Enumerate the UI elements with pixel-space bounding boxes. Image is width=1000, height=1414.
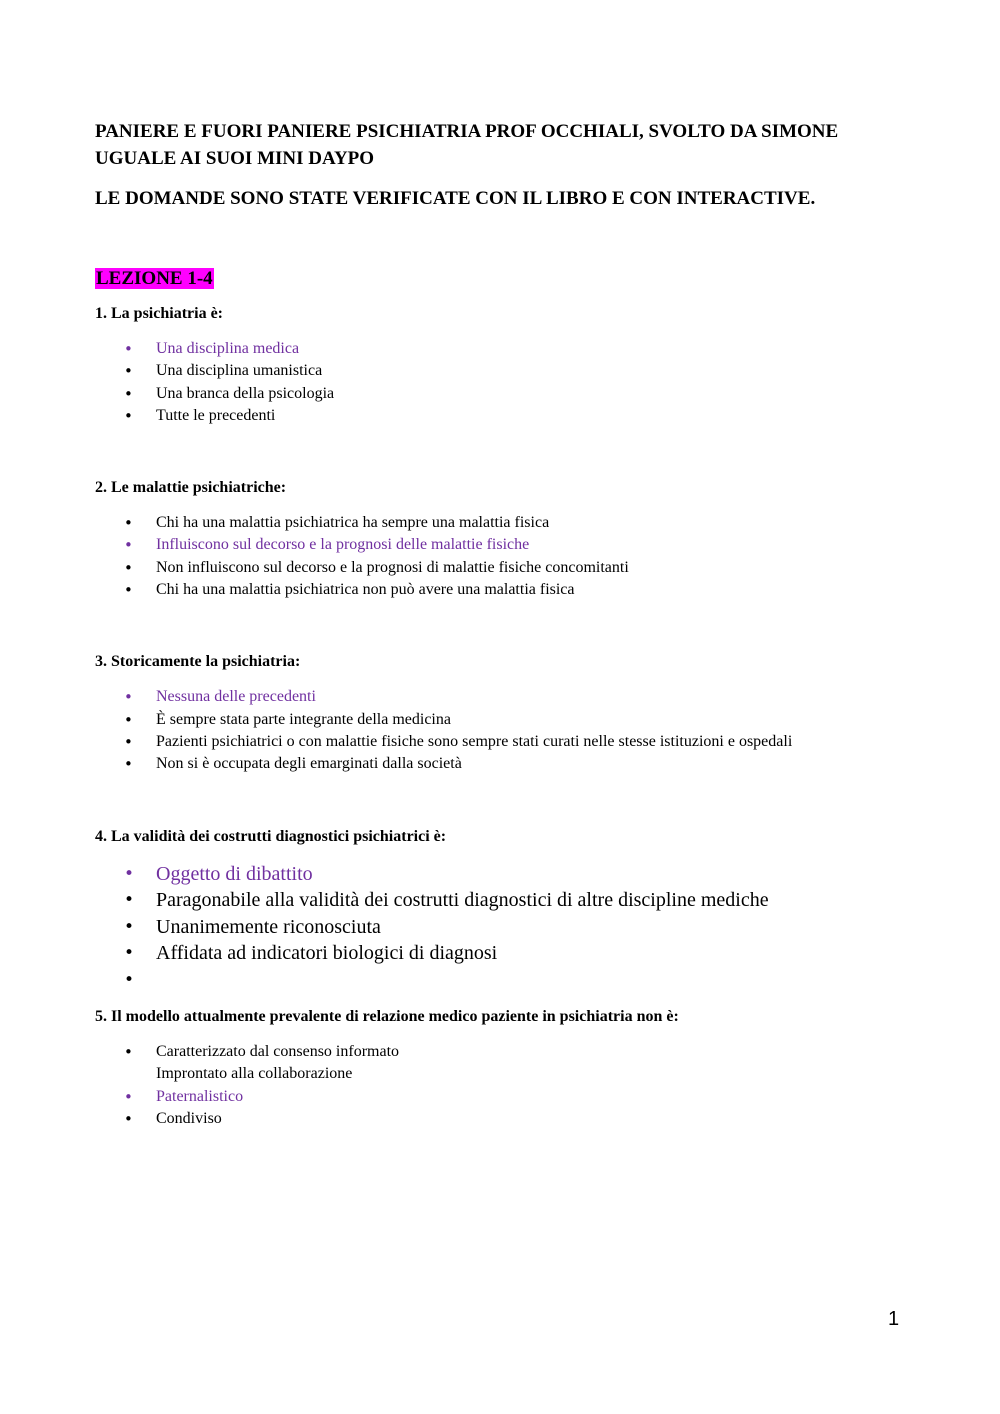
answer-text: Una disciplina medica [156, 340, 300, 357]
document-title: PANIERE E FUORI PANIERE PSICHIATRIA PROF OCCHIALI, SVOLTO DA SIMONE UGUALE AI SUOI MINI DAYPO [95, 121, 839, 169]
answer-text: Caratterizzato dal consenso informato [156, 1043, 400, 1061]
answer-text: Tutte le precedenti [156, 406, 276, 424]
answer-text: È sempre stata parte integrante della medicina [156, 710, 451, 728]
answer-text: Chi ha una malattia psichiatrica ha sempre una malattia fisica [156, 514, 550, 532]
answer-item [124, 534, 915, 556]
bullet-icon: • [124, 916, 135, 937]
answer-item [124, 709, 915, 731]
bullet-icon: • [124, 384, 133, 403]
answer-item [124, 383, 915, 405]
answer-text: Improntato alla collaborazione [156, 1065, 353, 1083]
bullet-icon: • [124, 943, 135, 964]
bullet-icon: • [124, 1109, 133, 1128]
bullet-icon: • [124, 514, 133, 533]
answer-item [124, 914, 915, 941]
answer-text: Unanimemente riconosciuta [156, 915, 381, 938]
bullet-icon: • [124, 406, 133, 425]
bullet-icon: • [124, 890, 135, 911]
answer-text: Affidata ad indicatori biologici di diagnosi [156, 942, 498, 965]
answer-item [124, 1041, 915, 1063]
bullet-icon: • [124, 1087, 133, 1106]
answer-item [124, 360, 915, 382]
bullet-icon: • [124, 688, 133, 707]
bullet-icon: • [124, 1043, 133, 1062]
answer-item [124, 731, 915, 753]
answer-text: Influiscono sul decorso e la prognosi delle malattie fisiche [156, 536, 530, 554]
answer-text: Una branca della psicologia [156, 384, 335, 402]
bullet-icon: • [124, 710, 133, 729]
answer-text: Paragonabile alla validità dei costrutti diagnostici di altre discipline mediche [156, 889, 769, 912]
question-1: 1. La psichiatria è: [95, 305, 223, 322]
page-number: 1 [888, 1308, 900, 1330]
document-page [95, 118, 915, 1130]
question-4: 4. La validità dei costrutti diagnostici psichiatrici è: [95, 827, 447, 845]
lesson-heading [95, 266, 915, 292]
document-subtitle: LE DOMANDE SONO STATE VERIFICATE CON IL LIBRO E CON INTERACTIVE. [95, 188, 816, 209]
answer-item [124, 557, 915, 579]
answer-item [124, 1108, 915, 1130]
answer-text: Paternalistico [156, 1087, 244, 1105]
bullet-icon: • [124, 362, 133, 381]
answer-list-3 [95, 686, 915, 775]
answer-text: Nessuna delle precedenti [156, 688, 316, 706]
bullet-icon: • [124, 732, 133, 751]
answer-text: Pazienti psichiatrici o con malattie fisiche sono sempre stati curati nelle stesse istituzioni e ospedali [156, 732, 793, 750]
answer-item [124, 887, 915, 914]
bullet-icon: • [124, 340, 133, 358]
lesson-heading-text: LEZIONE 1-4 [96, 268, 213, 289]
bullet-icon: • [124, 581, 133, 600]
answer-text: Non influiscono sul decorso e la prognosi di malattie fisiche concomitanti [156, 558, 629, 576]
bullet-icon: • [124, 755, 133, 774]
answer-item [124, 579, 915, 601]
answer-item [124, 861, 915, 888]
question-3: 3. Storicamente la psichiatria: [95, 653, 301, 671]
bullet-icon: • [124, 536, 133, 555]
answer-item [124, 753, 915, 775]
answer-list-4 [95, 861, 915, 994]
question-2: 2. Le malattie psichiatriche: [95, 479, 287, 497]
answer-text: Condiviso [156, 1109, 222, 1127]
answer-item [124, 405, 915, 427]
answer-item [124, 1086, 915, 1108]
bullet-icon: • [124, 969, 135, 990]
answer-text: Oggetto di dibattito [156, 862, 313, 885]
answer-text: Non si è occupata degli emarginati dalla società [156, 755, 462, 773]
answer-item [124, 940, 915, 967]
answer-text: Chi ha una malattia psichiatrica non può avere una malattia fisica [156, 581, 575, 599]
answer-list-5 [95, 1041, 915, 1130]
answer-list-1 [95, 338, 915, 427]
bullet-icon: • [124, 558, 133, 577]
answer-text: Una disciplina umanistica [156, 362, 323, 380]
bullet-icon: • [124, 863, 135, 884]
answer-item [124, 686, 915, 708]
answer-item-empty [124, 967, 915, 994]
answer-list-2 [95, 512, 915, 601]
question-5: 5. Il modello attualmente prevalente di relazione medico paziente in psichiatria non è: [95, 1008, 679, 1026]
answer-item [124, 338, 915, 360]
answer-item [156, 1063, 915, 1085]
answer-item [124, 512, 915, 534]
